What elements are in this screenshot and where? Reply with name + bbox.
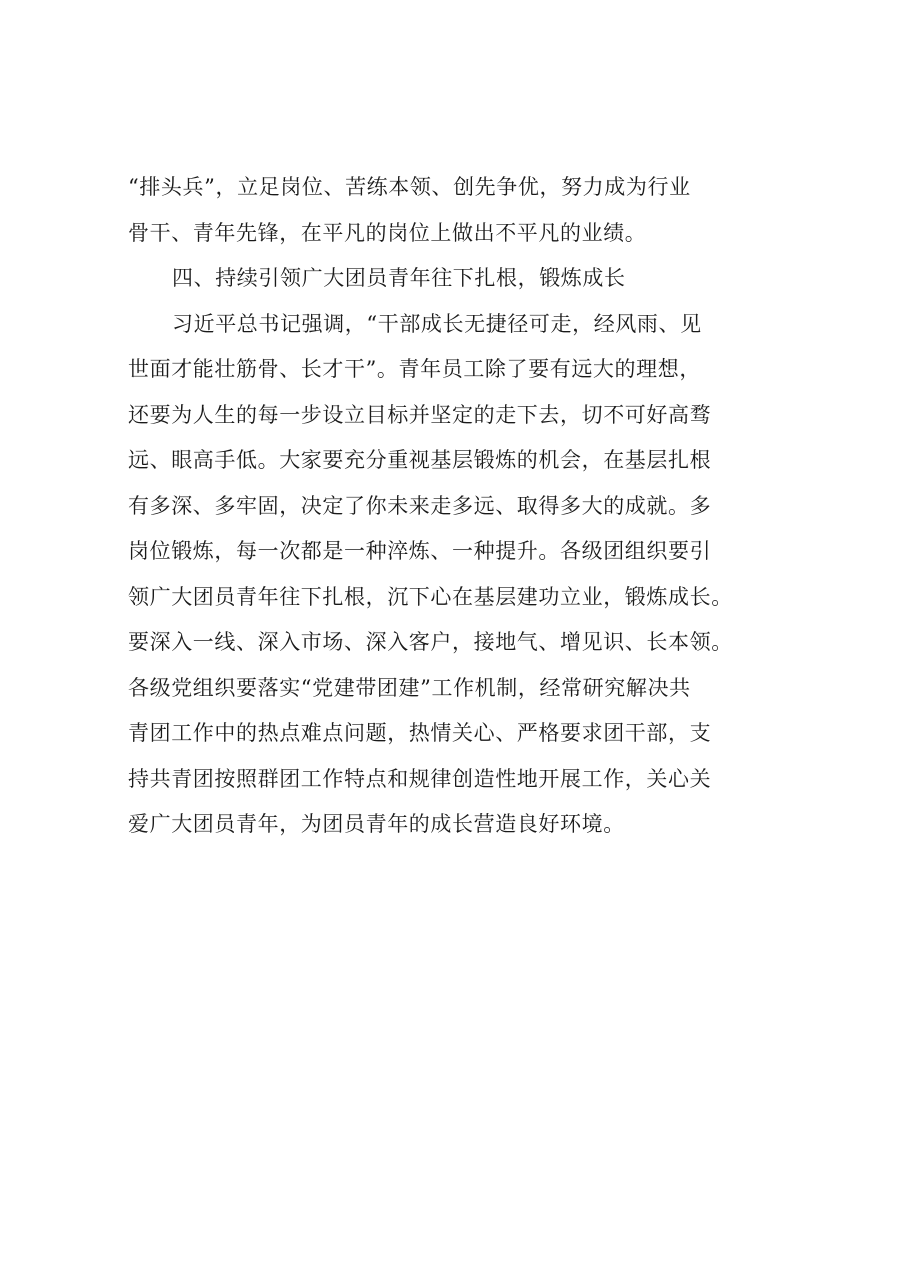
text-line: 要深入一线、深入市场、深入客户，接地气、增见识、长本领。 xyxy=(128,630,733,654)
text-line: “排头兵”，立足岗位、苦练本领、创先争优，努力成为行业 xyxy=(128,175,691,199)
text-line: 青团工作中的热点难点问题，热情关心、严格要求团干部，支 xyxy=(128,721,712,745)
text-line: 世面才能壮筋骨、长才干”。青年员工除了要有远大的理想， xyxy=(128,357,701,381)
text-line: 骨干、青年先锋，在平凡的岗位上做出不平凡的业绩。 xyxy=(128,220,647,245)
text-line: 习近平总书记强调，“干部成长无捷径可走，经风雨、见 xyxy=(172,311,702,336)
text-line: 各级党组织要落实“党建带团建”工作机制，经常研究解决共 xyxy=(128,675,691,700)
text-line: 爱广大团员青年，为团员青年的成长营造良好环境。 xyxy=(128,812,625,836)
text-line: 有多深、多牢固，决定了你未来走多远、取得多大的成就。多 xyxy=(128,493,712,518)
document-body xyxy=(128,165,818,848)
text-line: 还要为人生的每一步设立目标并坚定的走下去，切不可好高骛 xyxy=(128,402,712,427)
text-line: 领广大团员青年往下扎根，沉下心在基层建功立业，锻炼成长。 xyxy=(128,584,733,609)
section-heading: 四、持续引领广大团员青年往下扎根，锻炼成长 xyxy=(172,266,626,290)
text-line: 岗位锻炼，每一次都是一种淬炼、一种提升。各级团组织要引 xyxy=(128,539,712,563)
text-line: 远、眼高手低。大家要充分重视基层锻炼的机会，在基层扎根 xyxy=(128,448,712,472)
text-line: 持共青团按照群团工作特点和规律创造性地开展工作，关心关 xyxy=(128,766,712,791)
